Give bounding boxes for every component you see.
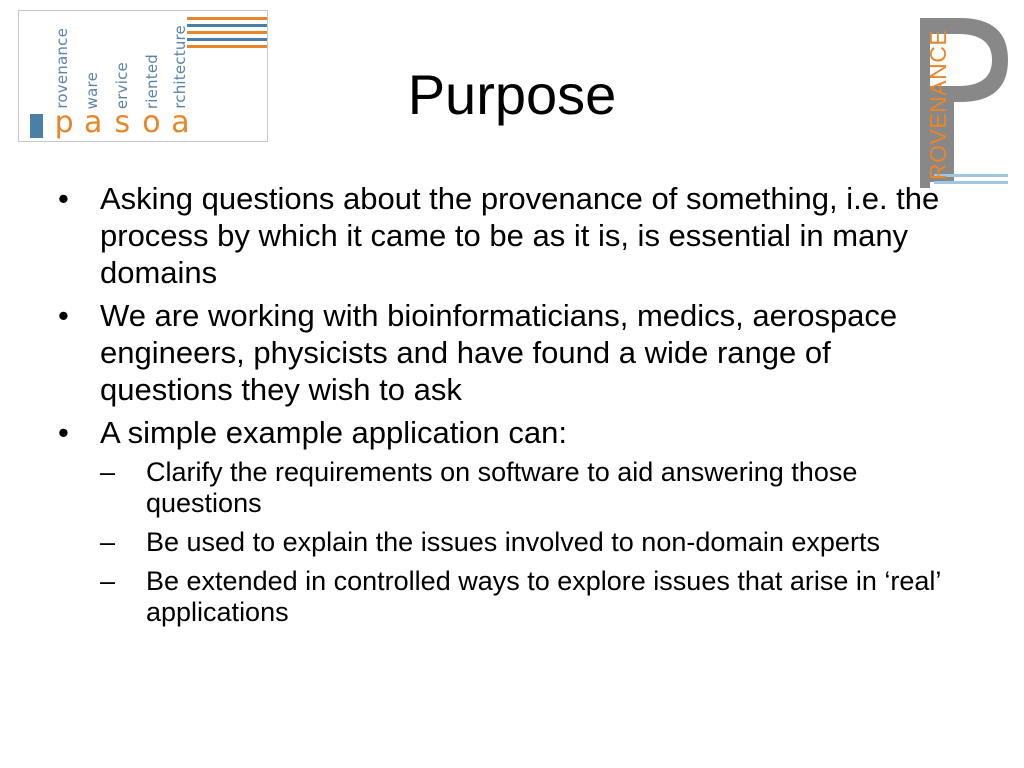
bullet-item: [58, 180, 968, 291]
bullet-marker: •: [58, 415, 69, 450]
sub-bullet-text: Clarify the requirements on software to aid answering those questions: [146, 457, 858, 518]
bullet-item: [58, 414, 968, 451]
sub-bullet-marker: –: [100, 457, 116, 487]
logo-letter-o: o: [142, 105, 161, 140]
logo-letter-a: a: [84, 105, 103, 140]
logo-word-4: riented: [143, 53, 161, 109]
logo-letter-s: s: [114, 105, 131, 140]
bullet-text: We are working with bioinformaticians, medics, aerospace engineers, physicists and have found a wide range of questions they wish to ask: [100, 298, 898, 407]
sub-bullet-text: Be used to explain the issues involved to non-domain experts: [146, 527, 880, 557]
slide-body: [58, 180, 968, 636]
bullet-marker: •: [58, 181, 69, 216]
sub-bullet-item: [100, 457, 968, 519]
provenance-logo-text: ROVENANCE: [925, 29, 951, 180]
sub-bullet-marker: –: [100, 527, 116, 557]
logo-word-2: ware: [83, 71, 101, 109]
sub-bullet-list: [58, 457, 968, 628]
bullet-text: A simple example application can:: [100, 415, 567, 450]
sub-bullet-marker: –: [100, 566, 116, 596]
logo-letter-a2: a: [171, 105, 190, 140]
logo-word-3: ervice: [113, 61, 131, 109]
sub-bullet-item: [100, 566, 968, 628]
sub-bullet-text: Be extended in controlled ways to explore issues that arise in ‘real’ applications: [146, 566, 941, 627]
logo-letter-p: p: [54, 105, 74, 140]
bullet-item: [58, 297, 968, 408]
logo-word-1: rovenance: [53, 28, 71, 109]
logo-word-5: rchitecture: [171, 25, 189, 109]
slide-title: Purpose: [407, 63, 617, 126]
bullet-text: Asking questions about the provenance of something, i.e. the process by which it came to be as it is, is essential in many domains: [100, 181, 940, 290]
bullet-marker: •: [58, 298, 69, 333]
sub-bullet-item: [100, 527, 968, 558]
